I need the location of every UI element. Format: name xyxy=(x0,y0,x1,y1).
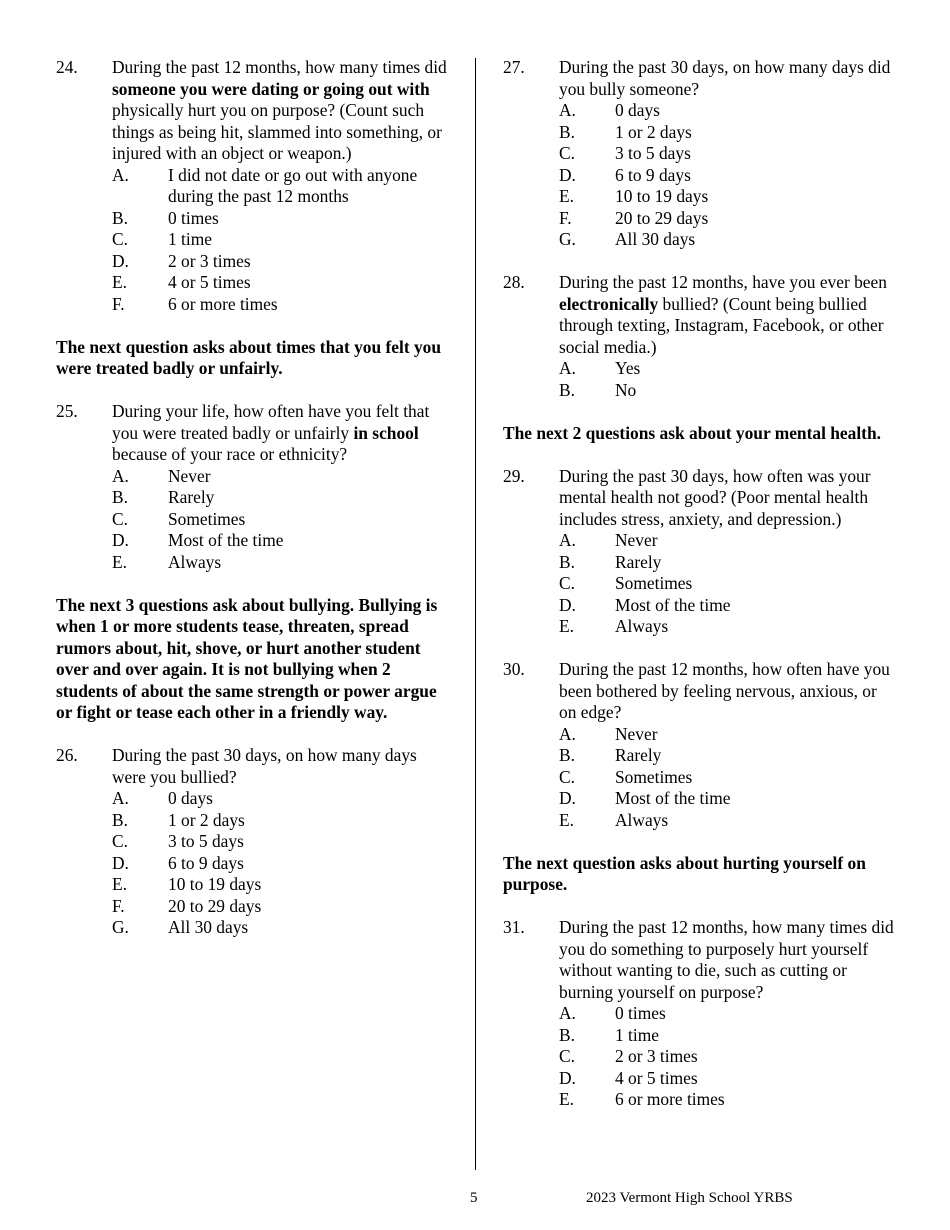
answer-option xyxy=(559,358,895,380)
question-30 xyxy=(503,659,895,831)
option-text: Never xyxy=(168,465,211,486)
answer-option xyxy=(559,1089,895,1111)
answer-option xyxy=(112,251,448,273)
question-number: 25. xyxy=(56,401,78,421)
answer-option xyxy=(559,616,895,638)
option-letter: F. xyxy=(559,207,572,228)
answer-option xyxy=(559,724,895,746)
answer-option xyxy=(112,229,448,251)
option-text: 3 to 5 days xyxy=(168,831,244,851)
answer-option xyxy=(112,788,448,810)
question-25 xyxy=(56,401,448,573)
option-letter: E. xyxy=(112,551,127,572)
option-letter: B. xyxy=(559,745,575,765)
question-number: 31. xyxy=(503,917,525,937)
answer-option xyxy=(559,595,895,617)
option-text: All 30 days xyxy=(615,229,696,249)
right-column xyxy=(503,57,895,1132)
option-letter: C. xyxy=(559,1046,575,1066)
option-letter: C. xyxy=(112,831,128,851)
answer-option xyxy=(112,272,448,294)
answer-option xyxy=(112,552,448,574)
option-text: 1 or 2 days xyxy=(615,121,692,142)
option-letter: B. xyxy=(559,1024,575,1045)
section-heading-unfair-treatment: The next question asks about times that you felt you were treated badly or unfairly. xyxy=(56,336,442,378)
option-letter: D. xyxy=(559,788,576,808)
option-text: Yes xyxy=(615,358,641,378)
option-letter: E. xyxy=(559,1089,574,1109)
page-number: 5 xyxy=(470,1190,478,1206)
question-number: 28. xyxy=(503,272,525,292)
answer-option xyxy=(112,509,448,531)
option-text: 2 or 3 times xyxy=(615,1046,698,1066)
question-24 xyxy=(56,57,448,315)
answer-option xyxy=(559,788,895,810)
option-text: 1 time xyxy=(168,229,212,249)
answer-option xyxy=(112,810,448,832)
option-letter: C. xyxy=(559,143,575,163)
option-text: Always xyxy=(168,551,222,572)
option-letter: D. xyxy=(559,594,576,615)
option-text: Rarely xyxy=(615,551,662,572)
option-text: 2 or 3 times xyxy=(168,250,251,271)
question-number: 30. xyxy=(503,659,525,679)
option-text: Most of the time xyxy=(615,788,731,808)
option-text: Sometimes xyxy=(615,766,693,787)
option-letter: E. xyxy=(559,809,574,830)
question-stem: During the past 12 months, how many times did someone you were dating or going out with physically hurt you on purpose? (Count such things as being hit, slammed into something, or injured with an object or weapon.) xyxy=(112,57,447,163)
answer-option xyxy=(559,208,895,230)
option-letter: B. xyxy=(559,379,575,400)
option-text: I did not date or go out with anyone during the past 12 months xyxy=(168,164,418,206)
footer-title: 2023 Vermont High School YRBS xyxy=(586,1190,793,1206)
section-heading-self-harm: The next question asks about hurting yourself on purpose. xyxy=(503,852,866,894)
question-stem: During the past 12 months, have you ever been electronically bullied? (Count being bullied through texting, Instagram, Facebook, or other social media.) xyxy=(559,272,887,357)
option-letter: G. xyxy=(112,917,129,937)
answer-option xyxy=(112,294,448,316)
option-text: 6 or more times xyxy=(615,1089,725,1109)
option-letter: E. xyxy=(112,874,127,894)
question-stem: During the past 12 months, how many times did you do something to purposely hurt yourself without wanting to die, such as cutting or burning yourself on purpose? xyxy=(559,917,894,1002)
option-letter: D. xyxy=(112,250,129,271)
option-letter: D. xyxy=(559,1067,576,1088)
option-letter: D. xyxy=(112,530,129,550)
option-letter: A. xyxy=(559,1003,576,1023)
answer-option xyxy=(559,530,895,552)
answer-option xyxy=(112,917,448,939)
option-text: 0 days xyxy=(168,788,213,808)
left-column xyxy=(56,57,448,960)
option-letter: A. xyxy=(112,164,129,185)
question-stem: During the past 12 months, how often have you been bothered by feeling nervous, anxious, or on edge? xyxy=(559,659,890,722)
option-text: 0 times xyxy=(168,207,219,228)
option-letter: F. xyxy=(112,895,125,916)
option-text: No xyxy=(615,379,637,400)
answer-option xyxy=(112,831,448,853)
option-text: 6 to 9 days xyxy=(168,852,244,873)
option-text: Most of the time xyxy=(168,530,284,550)
question-26 xyxy=(56,745,448,939)
question-31 xyxy=(503,917,895,1111)
option-letter: E. xyxy=(559,616,574,636)
answer-option xyxy=(112,487,448,509)
option-text: Always xyxy=(615,616,669,636)
option-text: 3 to 5 days xyxy=(615,143,691,163)
question-29 xyxy=(503,466,895,638)
option-text: 1 or 2 days xyxy=(168,809,245,830)
question-number: 24. xyxy=(56,57,78,77)
answer-option xyxy=(559,767,895,789)
answer-option xyxy=(559,165,895,187)
option-text: Sometimes xyxy=(615,573,693,593)
option-text: 1 time xyxy=(615,1024,659,1045)
answer-option xyxy=(112,896,448,918)
answer-option xyxy=(112,165,448,208)
option-letter: D. xyxy=(112,852,129,873)
option-text: Most of the time xyxy=(615,594,731,615)
option-letter: B. xyxy=(112,809,128,830)
question-stem: During the past 30 days, how often was your mental health not good? (Poor mental health includes stress, anxiety, and depression.) xyxy=(559,465,871,529)
section-heading-bullying: The next 3 questions ask about bullying. Bullying is when 1 or more students tease, threaten, spread rumors about, hit, shove, or hurt another student over and over again. It is not bullying when 2 students of about the same strength or power argue or fight or tease each other in a friendly way. xyxy=(56,594,438,722)
option-text: 6 to 9 days xyxy=(615,164,691,185)
question-27 xyxy=(503,57,895,251)
answer-option xyxy=(112,208,448,230)
answer-option xyxy=(559,1046,895,1068)
answer-option xyxy=(559,100,895,122)
option-letter: F. xyxy=(112,293,125,314)
option-letter: C. xyxy=(559,766,575,787)
question-number: 27. xyxy=(503,57,525,77)
answer-option xyxy=(559,745,895,767)
answer-option xyxy=(559,1003,895,1025)
option-text: 4 or 5 times xyxy=(168,272,251,292)
option-letter: G. xyxy=(559,229,576,249)
answer-option xyxy=(559,143,895,165)
question-28 xyxy=(503,272,895,401)
option-text: All 30 days xyxy=(168,917,249,937)
question-stem: During the past 30 days, on how many days were you bullied? xyxy=(112,745,417,787)
answer-option xyxy=(559,122,895,144)
option-letter: A. xyxy=(559,358,576,378)
section-heading-mental-health: The next 2 questions ask about your mental health. xyxy=(503,422,881,443)
answer-option xyxy=(112,466,448,488)
option-text: Never xyxy=(615,723,658,744)
option-letter: E. xyxy=(559,186,574,206)
option-text: Never xyxy=(615,530,658,550)
option-text: Always xyxy=(615,809,669,830)
option-letter: E. xyxy=(112,272,127,292)
option-letter: B. xyxy=(559,551,575,572)
question-stem: During the past 30 days, on how many days did you bully someone? xyxy=(559,57,891,99)
option-text: 0 days xyxy=(615,100,660,120)
option-letter: B. xyxy=(112,207,128,228)
option-text: 20 to 29 days xyxy=(168,895,262,916)
option-text: 6 or more times xyxy=(168,293,278,314)
question-number: 29. xyxy=(503,465,525,486)
answer-option xyxy=(112,874,448,896)
answer-option xyxy=(559,552,895,574)
option-text: Rarely xyxy=(615,745,662,765)
option-text: 10 to 19 days xyxy=(168,874,262,894)
option-letter: C. xyxy=(112,508,128,529)
option-text: 0 times xyxy=(615,1003,666,1023)
option-text: 10 to 19 days xyxy=(615,186,709,206)
option-letter: A. xyxy=(559,530,576,550)
option-text: Sometimes xyxy=(168,508,246,529)
option-text: 4 or 5 times xyxy=(615,1067,698,1088)
answer-option xyxy=(559,1025,895,1047)
answer-option xyxy=(559,229,895,251)
question-number: 26. xyxy=(56,745,78,765)
answer-option xyxy=(559,186,895,208)
option-letter: B. xyxy=(112,487,128,507)
option-letter: A. xyxy=(112,788,129,808)
answer-option xyxy=(559,810,895,832)
option-letter: C. xyxy=(112,229,128,249)
option-letter: B. xyxy=(559,121,575,142)
option-letter: D. xyxy=(559,164,576,185)
option-letter: C. xyxy=(559,573,575,593)
answer-option xyxy=(559,1068,895,1090)
answer-option xyxy=(112,853,448,875)
column-divider xyxy=(475,58,476,1170)
answer-option xyxy=(559,380,895,402)
answer-option xyxy=(112,530,448,552)
option-letter: A. xyxy=(112,465,129,486)
question-stem: During your life, how often have you felt that you were treated badly or unfairly in school because of your race or ethnicity? xyxy=(112,401,430,464)
option-letter: A. xyxy=(559,100,576,120)
option-text: Rarely xyxy=(168,487,215,507)
answer-option xyxy=(559,573,895,595)
option-letter: A. xyxy=(559,723,576,744)
option-text: 20 to 29 days xyxy=(615,207,709,228)
